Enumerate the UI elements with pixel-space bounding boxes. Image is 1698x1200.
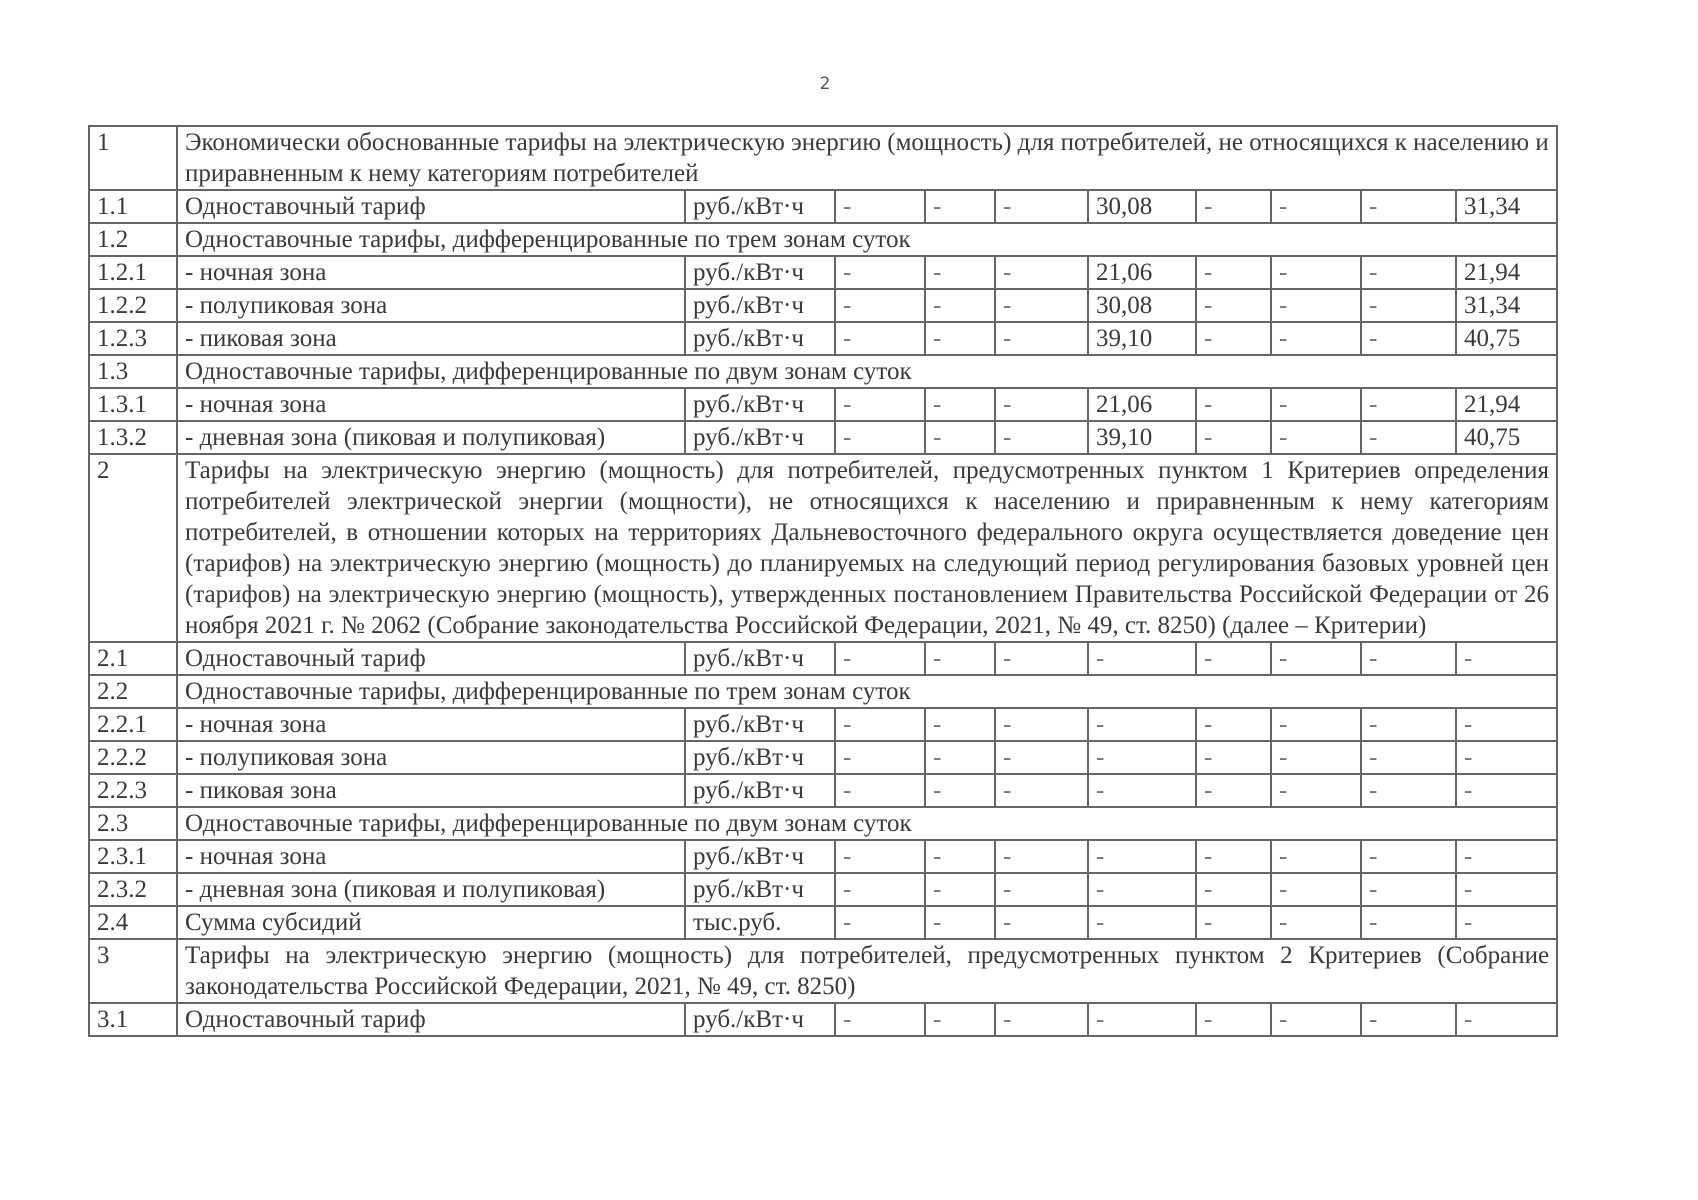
section-heading: Экономически обоснованные тарифы на электрическую энергию (мощность) для потребителей, не относящихся к населению и приравненным к нему категориям потребителей bbox=[177, 126, 1557, 190]
table-row bbox=[89, 289, 1557, 322]
value-cell: - bbox=[1196, 421, 1271, 454]
value-cell: - bbox=[1456, 708, 1557, 741]
value-cell: - bbox=[1361, 741, 1456, 774]
unit-cell: руб./кВт·ч bbox=[685, 190, 835, 223]
value-cell: - bbox=[1271, 421, 1361, 454]
value-cell: - bbox=[925, 642, 995, 675]
value-cell: - bbox=[1456, 741, 1557, 774]
value-cell: - bbox=[925, 190, 995, 223]
tariff-table-body bbox=[89, 126, 1557, 1036]
table-row bbox=[89, 807, 1557, 840]
row-number: 2.3 bbox=[89, 807, 177, 840]
value-cell: - bbox=[835, 873, 925, 906]
value-cell: - bbox=[835, 774, 925, 807]
table-row bbox=[89, 939, 1557, 1003]
unit-cell: тыс.руб. bbox=[685, 906, 835, 939]
unit-cell: руб./кВт·ч bbox=[685, 774, 835, 807]
tariff-name: - полупиковая зона bbox=[177, 289, 685, 322]
value-cell: - bbox=[1456, 642, 1557, 675]
value-cell: - bbox=[1361, 1003, 1456, 1036]
row-number: 1.2.3 bbox=[89, 322, 177, 355]
value-cell: - bbox=[1196, 190, 1271, 223]
unit-cell: руб./кВт·ч bbox=[685, 873, 835, 906]
value-cell: 39,10 bbox=[1088, 322, 1196, 355]
table-row bbox=[89, 774, 1557, 807]
value-cell: - bbox=[925, 322, 995, 355]
value-cell: - bbox=[835, 840, 925, 873]
value-cell: - bbox=[995, 774, 1088, 807]
value-cell: - bbox=[835, 642, 925, 675]
unit-cell: руб./кВт·ч bbox=[685, 741, 835, 774]
value-cell: - bbox=[995, 421, 1088, 454]
value-cell: - bbox=[995, 289, 1088, 322]
tariff-table bbox=[88, 125, 1558, 1037]
value-cell: - bbox=[1361, 873, 1456, 906]
value-cell: - bbox=[835, 741, 925, 774]
value-cell: - bbox=[1196, 642, 1271, 675]
table-row bbox=[89, 1003, 1557, 1036]
row-number: 1 bbox=[89, 126, 177, 190]
tariff-name: - пиковая зона bbox=[177, 774, 685, 807]
table-row bbox=[89, 708, 1557, 741]
row-number: 1.3 bbox=[89, 355, 177, 388]
value-cell: - bbox=[1196, 256, 1271, 289]
tariff-name: Одноставочный тариф bbox=[177, 190, 685, 223]
value-cell: - bbox=[1361, 322, 1456, 355]
value-cell: - bbox=[1361, 642, 1456, 675]
section-heading: Одноставочные тарифы, дифференцированные по трем зонам суток bbox=[177, 223, 1557, 256]
value-cell: - bbox=[1271, 322, 1361, 355]
value-cell: - bbox=[1271, 1003, 1361, 1036]
value-cell: - bbox=[1088, 642, 1196, 675]
value-cell: - bbox=[1271, 840, 1361, 873]
value-cell: - bbox=[1196, 388, 1271, 421]
value-cell: - bbox=[1361, 906, 1456, 939]
value-cell: - bbox=[1088, 774, 1196, 807]
value-cell: 40,75 bbox=[1456, 322, 1557, 355]
value-cell: - bbox=[925, 873, 995, 906]
value-cell: - bbox=[995, 906, 1088, 939]
value-cell: - bbox=[1088, 741, 1196, 774]
value-cell: 21,94 bbox=[1456, 256, 1557, 289]
value-cell: - bbox=[1271, 741, 1361, 774]
table-row bbox=[89, 454, 1557, 642]
row-number: 2.2 bbox=[89, 675, 177, 708]
unit-cell: руб./кВт·ч bbox=[685, 388, 835, 421]
table-row bbox=[89, 840, 1557, 873]
value-cell: - bbox=[925, 708, 995, 741]
value-cell: - bbox=[1088, 708, 1196, 741]
row-number: 1.2.1 bbox=[89, 256, 177, 289]
value-cell: - bbox=[925, 741, 995, 774]
value-cell: - bbox=[1271, 642, 1361, 675]
table-row bbox=[89, 388, 1557, 421]
value-cell: 31,34 bbox=[1456, 289, 1557, 322]
value-cell: - bbox=[1271, 388, 1361, 421]
value-cell: - bbox=[1271, 256, 1361, 289]
value-cell: - bbox=[925, 774, 995, 807]
value-cell: - bbox=[1271, 774, 1361, 807]
row-number: 1.3.1 bbox=[89, 388, 177, 421]
table-row bbox=[89, 906, 1557, 939]
value-cell: - bbox=[995, 741, 1088, 774]
value-cell: - bbox=[995, 840, 1088, 873]
row-number: 2.3.2 bbox=[89, 873, 177, 906]
value-cell: - bbox=[1456, 906, 1557, 939]
value-cell: - bbox=[835, 388, 925, 421]
section-heading: Одноставочные тарифы, дифференцированные по двум зонам суток bbox=[177, 355, 1557, 388]
value-cell: - bbox=[995, 642, 1088, 675]
table-row bbox=[89, 873, 1557, 906]
value-cell: - bbox=[1271, 873, 1361, 906]
value-cell: - bbox=[1271, 289, 1361, 322]
value-cell: - bbox=[925, 1003, 995, 1036]
row-number: 1.3.2 bbox=[89, 421, 177, 454]
value-cell: - bbox=[835, 708, 925, 741]
unit-cell: руб./кВт·ч bbox=[685, 421, 835, 454]
tariff-name: Сумма субсидий bbox=[177, 906, 685, 939]
unit-cell: руб./кВт·ч bbox=[685, 642, 835, 675]
value-cell: - bbox=[1361, 289, 1456, 322]
value-cell: - bbox=[1361, 421, 1456, 454]
value-cell: - bbox=[995, 708, 1088, 741]
value-cell: - bbox=[1088, 1003, 1196, 1036]
value-cell: - bbox=[1361, 190, 1456, 223]
value-cell: - bbox=[1271, 906, 1361, 939]
value-cell: - bbox=[835, 322, 925, 355]
row-number: 3 bbox=[89, 939, 177, 1003]
value-cell: - bbox=[1196, 1003, 1271, 1036]
value-cell: - bbox=[1196, 322, 1271, 355]
value-cell: - bbox=[1361, 708, 1456, 741]
tariff-name: Одноставочный тариф bbox=[177, 1003, 685, 1036]
value-cell: - bbox=[995, 873, 1088, 906]
row-number: 2.2.1 bbox=[89, 708, 177, 741]
tariff-name: - дневная зона (пиковая и полупиковая) bbox=[177, 873, 685, 906]
unit-cell: руб./кВт·ч bbox=[685, 840, 835, 873]
value-cell: - bbox=[1456, 1003, 1557, 1036]
tariff-name: - ночная зона bbox=[177, 708, 685, 741]
unit-cell: руб./кВт·ч bbox=[685, 322, 835, 355]
value-cell: - bbox=[1196, 873, 1271, 906]
value-cell: - bbox=[835, 906, 925, 939]
value-cell: - bbox=[1456, 840, 1557, 873]
table-row bbox=[89, 675, 1557, 708]
value-cell: - bbox=[1196, 906, 1271, 939]
value-cell: - bbox=[925, 840, 995, 873]
value-cell: - bbox=[835, 289, 925, 322]
value-cell: - bbox=[1361, 840, 1456, 873]
section-heading: Тарифы на электрическую энергию (мощность) для потребителей, предусмотренных пунктом 1 Критериев определения потребителей электрической энергии (мощности), не относящихся к населению и приравненным к нему категориям потребителей, в отношении которых на территориях Дальневосточного федерального округа осуществляется доведение цен (тарифов) на электрическую энергию (мощность) до планируемых на следующий период регулирования базовых уровней цен (тарифов) на электрическую энергию (мощность), утвержденных постановлением Правительства Российской Федерации от 26 ноября 2021 г. № 2062 (Собрание законодательства Российской Федерации, 2021, № 49, ст. 8250) (далее – Критерии) bbox=[177, 454, 1557, 642]
table-row bbox=[89, 642, 1557, 675]
row-number: 2.1 bbox=[89, 642, 177, 675]
tariff-name: - ночная зона bbox=[177, 256, 685, 289]
value-cell: - bbox=[995, 256, 1088, 289]
table-row bbox=[89, 741, 1557, 774]
value-cell: - bbox=[1196, 708, 1271, 741]
unit-cell: руб./кВт·ч bbox=[685, 256, 835, 289]
value-cell: - bbox=[835, 256, 925, 289]
value-cell: 21,06 bbox=[1088, 256, 1196, 289]
value-cell: - bbox=[925, 421, 995, 454]
tariff-name: - полупиковая зона bbox=[177, 741, 685, 774]
row-number: 3.1 bbox=[89, 1003, 177, 1036]
value-cell: - bbox=[1088, 873, 1196, 906]
value-cell: - bbox=[1196, 840, 1271, 873]
table-row bbox=[89, 322, 1557, 355]
value-cell: - bbox=[1271, 190, 1361, 223]
value-cell: - bbox=[995, 190, 1088, 223]
row-number: 1.2.2 bbox=[89, 289, 177, 322]
value-cell: - bbox=[995, 322, 1088, 355]
value-cell: 39,10 bbox=[1088, 421, 1196, 454]
value-cell: - bbox=[835, 421, 925, 454]
value-cell: - bbox=[1361, 256, 1456, 289]
tariff-name: - пиковая зона bbox=[177, 322, 685, 355]
table-row bbox=[89, 355, 1557, 388]
section-heading: Одноставочные тарифы, дифференцированные по двум зонам суток bbox=[177, 807, 1557, 840]
section-heading: Одноставочные тарифы, дифференцированные по трем зонам суток bbox=[177, 675, 1557, 708]
table-row bbox=[89, 126, 1557, 190]
value-cell: - bbox=[835, 190, 925, 223]
value-cell: - bbox=[1088, 840, 1196, 873]
value-cell: - bbox=[1361, 388, 1456, 421]
table-row bbox=[89, 256, 1557, 289]
value-cell: 30,08 bbox=[1088, 289, 1196, 322]
value-cell: - bbox=[925, 388, 995, 421]
value-cell: - bbox=[1196, 741, 1271, 774]
tariff-name: - ночная зона bbox=[177, 840, 685, 873]
value-cell: - bbox=[1196, 289, 1271, 322]
value-cell: - bbox=[835, 1003, 925, 1036]
page-number: 2 bbox=[819, 74, 831, 94]
row-number: 1.2 bbox=[89, 223, 177, 256]
table-row bbox=[89, 190, 1557, 223]
row-number: 2.2.2 bbox=[89, 741, 177, 774]
table-row bbox=[89, 223, 1557, 256]
table-row bbox=[89, 421, 1557, 454]
value-cell: - bbox=[925, 289, 995, 322]
value-cell: - bbox=[925, 256, 995, 289]
value-cell: 31,34 bbox=[1456, 190, 1557, 223]
row-number: 2.2.3 bbox=[89, 774, 177, 807]
value-cell: 21,06 bbox=[1088, 388, 1196, 421]
value-cell: - bbox=[925, 906, 995, 939]
row-number: 2 bbox=[89, 454, 177, 642]
value-cell: - bbox=[995, 388, 1088, 421]
value-cell: - bbox=[1456, 774, 1557, 807]
value-cell: - bbox=[1196, 774, 1271, 807]
tariff-name: - дневная зона (пиковая и полупиковая) bbox=[177, 421, 685, 454]
value-cell: - bbox=[1361, 774, 1456, 807]
value-cell: - bbox=[1456, 873, 1557, 906]
unit-cell: руб./кВт·ч bbox=[685, 1003, 835, 1036]
unit-cell: руб./кВт·ч bbox=[685, 708, 835, 741]
section-heading: Тарифы на электрическую энергию (мощность) для потребителей, предусмотренных пунктом 2 Критериев (Собрание законодательства Российской Федерации, 2021, № 49, ст. 8250) bbox=[177, 939, 1557, 1003]
row-number: 2.4 bbox=[89, 906, 177, 939]
row-number: 1.1 bbox=[89, 190, 177, 223]
value-cell: - bbox=[1088, 906, 1196, 939]
row-number: 2.3.1 bbox=[89, 840, 177, 873]
value-cell: - bbox=[1271, 708, 1361, 741]
value-cell: 21,94 bbox=[1456, 388, 1557, 421]
unit-cell: руб./кВт·ч bbox=[685, 289, 835, 322]
value-cell: 40,75 bbox=[1456, 421, 1557, 454]
tariff-name: Одноставочный тариф bbox=[177, 642, 685, 675]
value-cell: - bbox=[995, 1003, 1088, 1036]
value-cell: 30,08 bbox=[1088, 190, 1196, 223]
tariff-name: - ночная зона bbox=[177, 388, 685, 421]
